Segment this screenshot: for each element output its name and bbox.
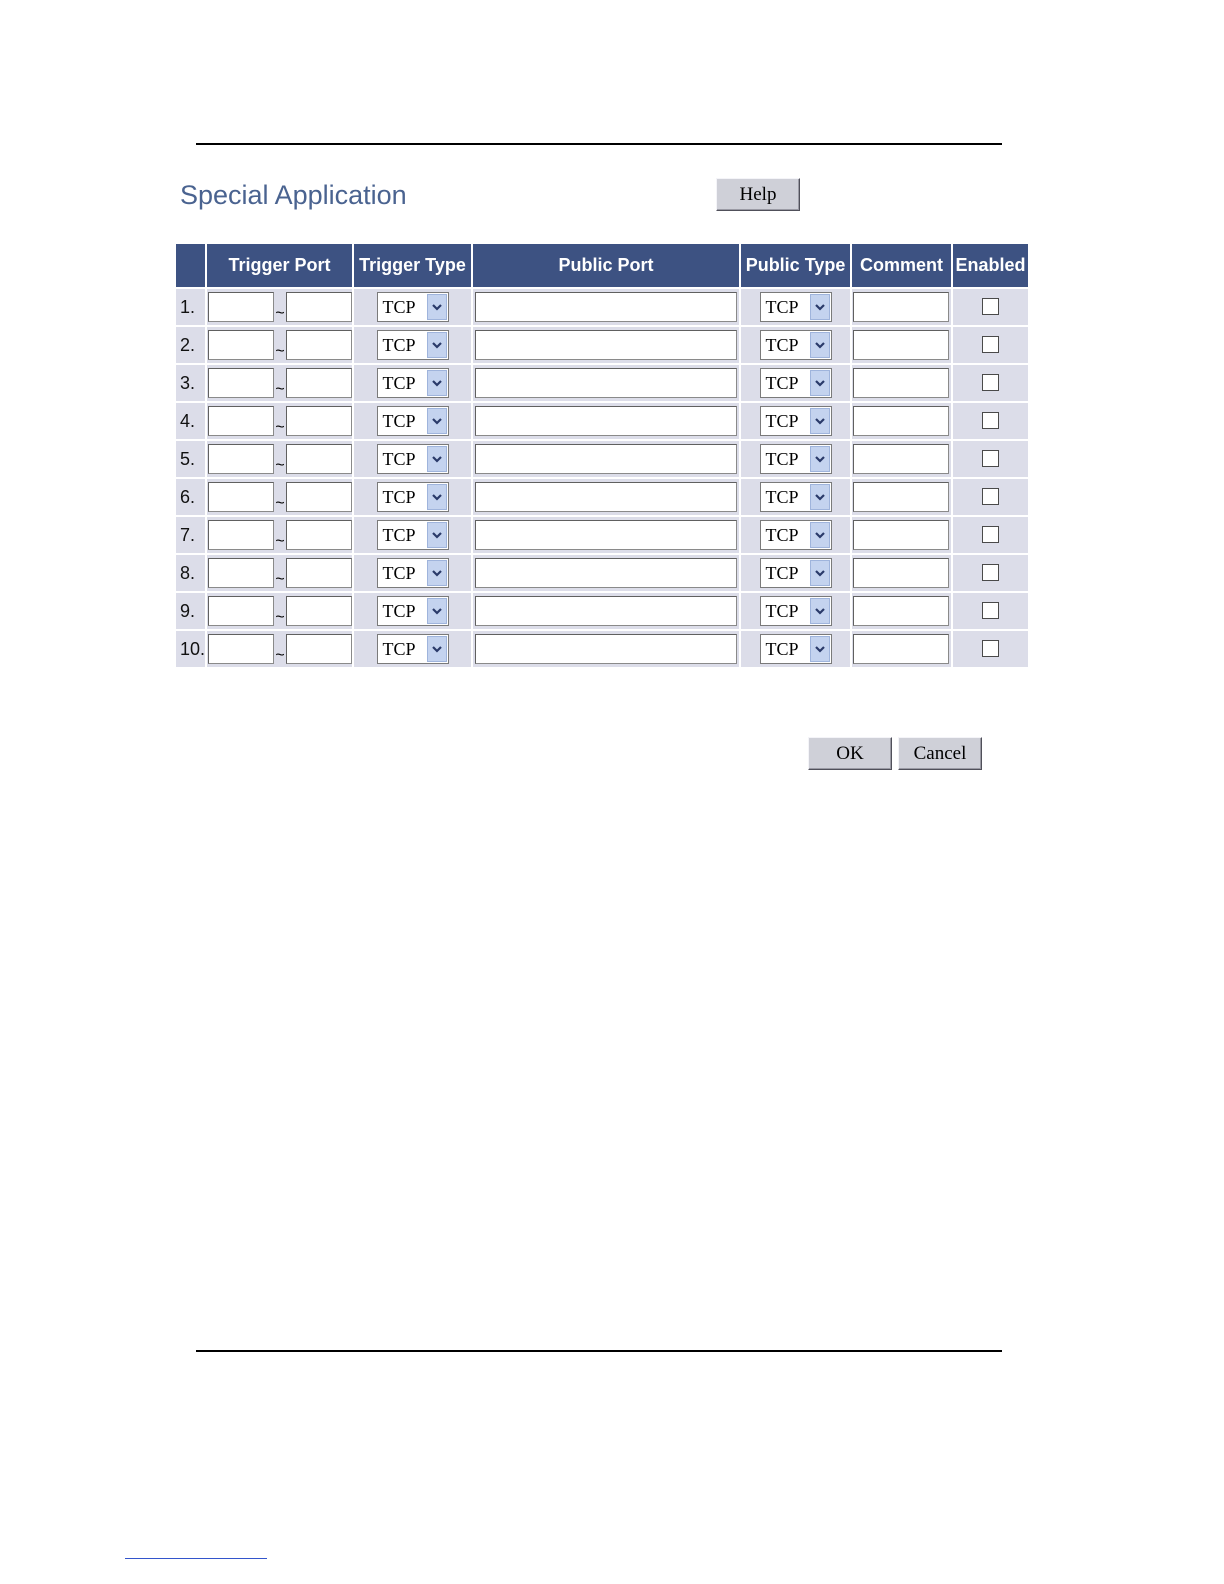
trigger-type-value: TCP bbox=[382, 296, 416, 317]
trigger-type-cell bbox=[353, 478, 472, 516]
row-number: 6. bbox=[176, 478, 206, 516]
public-port-cell bbox=[472, 402, 740, 440]
trigger-type-select[interactable] bbox=[377, 406, 449, 436]
dropdown-arrow[interactable] bbox=[427, 560, 447, 586]
trigger-port-to-input[interactable] bbox=[286, 444, 352, 474]
chevron-down-icon bbox=[431, 378, 443, 388]
trigger-port-from-input[interactable] bbox=[208, 406, 274, 436]
dropdown-arrow[interactable] bbox=[427, 332, 447, 358]
enabled-cell bbox=[952, 440, 1028, 478]
top-divider bbox=[196, 143, 1002, 145]
trigger-port-from-input[interactable] bbox=[208, 520, 274, 550]
dropdown-arrow[interactable] bbox=[810, 294, 830, 320]
chevron-down-icon bbox=[431, 644, 443, 654]
trigger-port-to-input[interactable] bbox=[286, 292, 352, 322]
enabled-cell bbox=[952, 402, 1028, 440]
range-separator: ~ bbox=[275, 381, 285, 398]
public-port-input[interactable] bbox=[475, 292, 737, 322]
table-row bbox=[176, 516, 1028, 554]
ok-button[interactable]: OK bbox=[808, 737, 892, 770]
row-number: 3. bbox=[176, 364, 206, 402]
enabled-cell bbox=[952, 554, 1028, 592]
dropdown-arrow[interactable] bbox=[810, 522, 830, 548]
table-row bbox=[176, 592, 1028, 630]
trigger-port-from-input[interactable] bbox=[208, 444, 274, 474]
public-port-cell bbox=[472, 478, 740, 516]
public-type-cell bbox=[740, 288, 851, 326]
row-number: 7. bbox=[176, 516, 206, 554]
enabled-checkbox[interactable] bbox=[982, 450, 999, 467]
public-type-value: TCP bbox=[765, 562, 799, 583]
special-application-table bbox=[176, 244, 1028, 667]
comment-cell bbox=[851, 402, 952, 440]
public-type-value: TCP bbox=[765, 524, 799, 545]
trigger-type-value: TCP bbox=[382, 562, 416, 583]
header-trigger-type: Trigger Type bbox=[353, 244, 472, 288]
row-number: 5. bbox=[176, 440, 206, 478]
trigger-port-to-input[interactable] bbox=[286, 558, 352, 588]
trigger-port-cell bbox=[206, 630, 353, 667]
bottom-divider bbox=[196, 1350, 1002, 1352]
row-number: 10. bbox=[176, 630, 206, 667]
table-row bbox=[176, 630, 1028, 667]
chevron-down-icon bbox=[814, 378, 826, 388]
enabled-checkbox[interactable] bbox=[982, 526, 999, 543]
header-public-type: Public Type bbox=[740, 244, 851, 288]
comment-cell bbox=[851, 554, 952, 592]
trigger-type-select[interactable] bbox=[377, 482, 449, 512]
enabled-cell bbox=[952, 326, 1028, 364]
trigger-port-from-input[interactable] bbox=[208, 634, 274, 664]
chevron-down-icon bbox=[431, 302, 443, 312]
public-port-input[interactable] bbox=[475, 634, 737, 664]
dropdown-arrow[interactable] bbox=[427, 294, 447, 320]
trigger-type-cell bbox=[353, 364, 472, 402]
range-separator: ~ bbox=[275, 419, 285, 436]
header-index bbox=[176, 244, 206, 288]
public-port-cell bbox=[472, 440, 740, 478]
range-separator: ~ bbox=[275, 647, 285, 664]
chevron-down-icon bbox=[431, 340, 443, 350]
enabled-cell bbox=[952, 364, 1028, 402]
trigger-type-cell bbox=[353, 554, 472, 592]
public-type-value: TCP bbox=[765, 448, 799, 469]
dropdown-arrow[interactable] bbox=[427, 598, 447, 624]
public-port-input[interactable] bbox=[475, 444, 737, 474]
footnote-divider bbox=[125, 1558, 267, 1559]
public-type-select[interactable] bbox=[760, 520, 832, 550]
chevron-down-icon bbox=[814, 340, 826, 350]
trigger-port-cell bbox=[206, 478, 353, 516]
public-type-cell bbox=[740, 402, 851, 440]
public-type-cell bbox=[740, 516, 851, 554]
enabled-checkbox[interactable] bbox=[982, 602, 999, 619]
range-separator: ~ bbox=[275, 495, 285, 512]
dropdown-arrow[interactable] bbox=[427, 370, 447, 396]
trigger-type-select[interactable] bbox=[377, 520, 449, 550]
comment-input[interactable] bbox=[853, 406, 949, 436]
trigger-type-cell bbox=[353, 402, 472, 440]
trigger-type-cell bbox=[353, 288, 472, 326]
public-type-value: TCP bbox=[765, 486, 799, 507]
row-number: 8. bbox=[176, 554, 206, 592]
trigger-port-cell bbox=[206, 402, 353, 440]
public-type-cell bbox=[740, 630, 851, 667]
dropdown-arrow[interactable] bbox=[810, 446, 830, 472]
public-type-select[interactable] bbox=[760, 292, 832, 322]
row-number: 1. bbox=[176, 288, 206, 326]
trigger-type-select[interactable] bbox=[377, 330, 449, 360]
trigger-port-from-input[interactable] bbox=[208, 292, 274, 322]
header-enabled: Enabled bbox=[952, 244, 1028, 288]
table-row bbox=[176, 478, 1028, 516]
comment-input[interactable] bbox=[853, 520, 949, 550]
trigger-port-from-input[interactable] bbox=[208, 482, 274, 512]
public-type-select[interactable] bbox=[760, 596, 832, 626]
public-type-select[interactable] bbox=[760, 558, 832, 588]
comment-cell bbox=[851, 516, 952, 554]
public-type-value: TCP bbox=[765, 372, 799, 393]
trigger-port-from-input[interactable] bbox=[208, 368, 274, 398]
enabled-cell bbox=[952, 630, 1028, 667]
public-port-input[interactable] bbox=[475, 406, 737, 436]
public-type-cell bbox=[740, 554, 851, 592]
public-type-value: TCP bbox=[765, 600, 799, 621]
public-type-value: TCP bbox=[765, 296, 799, 317]
public-port-input[interactable] bbox=[475, 596, 737, 626]
comment-input[interactable] bbox=[853, 444, 949, 474]
range-separator: ~ bbox=[275, 343, 285, 360]
row-number: 2. bbox=[176, 326, 206, 364]
trigger-type-value: TCP bbox=[382, 448, 416, 469]
trigger-port-cell bbox=[206, 554, 353, 592]
table-row bbox=[176, 288, 1028, 326]
public-type-select[interactable] bbox=[760, 406, 832, 436]
public-type-value: TCP bbox=[765, 410, 799, 431]
enabled-checkbox[interactable] bbox=[982, 374, 999, 391]
public-type-value: TCP bbox=[765, 334, 799, 355]
public-type-select[interactable] bbox=[760, 368, 832, 398]
comment-cell bbox=[851, 364, 952, 402]
enabled-checkbox[interactable] bbox=[982, 640, 999, 657]
trigger-type-cell bbox=[353, 592, 472, 630]
trigger-port-to-input[interactable] bbox=[286, 520, 352, 550]
table-row bbox=[176, 554, 1028, 592]
page-title: Special Application bbox=[180, 180, 407, 210]
comment-input[interactable] bbox=[853, 330, 949, 360]
dropdown-arrow[interactable] bbox=[810, 560, 830, 586]
chevron-down-icon bbox=[431, 454, 443, 464]
trigger-port-cell bbox=[206, 516, 353, 554]
table-row bbox=[176, 326, 1028, 364]
trigger-type-select[interactable] bbox=[377, 368, 449, 398]
public-port-cell bbox=[472, 554, 740, 592]
cancel-button[interactable]: Cancel bbox=[898, 737, 982, 770]
enabled-checkbox[interactable] bbox=[982, 488, 999, 505]
table-row bbox=[176, 402, 1028, 440]
row-number: 4. bbox=[176, 402, 206, 440]
comment-cell bbox=[851, 478, 952, 516]
trigger-port-from-input[interactable] bbox=[208, 330, 274, 360]
public-type-cell bbox=[740, 440, 851, 478]
trigger-type-value: TCP bbox=[382, 524, 416, 545]
dropdown-arrow[interactable] bbox=[427, 446, 447, 472]
dropdown-arrow[interactable] bbox=[810, 484, 830, 510]
chevron-down-icon bbox=[814, 302, 826, 312]
comment-cell bbox=[851, 440, 952, 478]
row-number: 9. bbox=[176, 592, 206, 630]
comment-input[interactable] bbox=[853, 634, 949, 664]
dropdown-arrow[interactable] bbox=[810, 370, 830, 396]
dropdown-arrow[interactable] bbox=[810, 636, 830, 662]
enabled-checkbox[interactable] bbox=[982, 412, 999, 429]
header-public-port: Public Port bbox=[472, 244, 740, 288]
trigger-type-select[interactable] bbox=[377, 444, 449, 474]
public-port-input[interactable] bbox=[475, 482, 737, 512]
comment-cell bbox=[851, 288, 952, 326]
public-type-cell bbox=[740, 478, 851, 516]
dropdown-arrow[interactable] bbox=[427, 408, 447, 434]
public-port-cell bbox=[472, 592, 740, 630]
public-port-input[interactable] bbox=[475, 368, 737, 398]
enabled-cell bbox=[952, 592, 1028, 630]
trigger-type-select[interactable] bbox=[377, 634, 449, 664]
dropdown-arrow[interactable] bbox=[810, 332, 830, 358]
table-row bbox=[176, 364, 1028, 402]
public-port-cell bbox=[472, 364, 740, 402]
trigger-type-value: TCP bbox=[382, 372, 416, 393]
comment-cell bbox=[851, 592, 952, 630]
enabled-checkbox[interactable] bbox=[982, 298, 999, 315]
trigger-type-value: TCP bbox=[382, 638, 416, 659]
comment-input[interactable] bbox=[853, 368, 949, 398]
trigger-type-cell bbox=[353, 440, 472, 478]
enabled-checkbox[interactable] bbox=[982, 336, 999, 353]
public-port-cell bbox=[472, 516, 740, 554]
enabled-cell bbox=[952, 478, 1028, 516]
range-separator: ~ bbox=[275, 609, 285, 626]
trigger-port-from-input[interactable] bbox=[208, 596, 274, 626]
trigger-port-from-input[interactable] bbox=[208, 558, 274, 588]
public-type-select[interactable] bbox=[760, 330, 832, 360]
trigger-type-value: TCP bbox=[382, 486, 416, 507]
public-port-cell bbox=[472, 326, 740, 364]
chevron-down-icon bbox=[431, 492, 443, 502]
table-header-row bbox=[176, 244, 1028, 288]
enabled-cell bbox=[952, 516, 1028, 554]
enabled-checkbox[interactable] bbox=[982, 564, 999, 581]
chevron-down-icon bbox=[814, 644, 826, 654]
dropdown-arrow[interactable] bbox=[427, 636, 447, 662]
comment-input[interactable] bbox=[853, 558, 949, 588]
trigger-port-to-input[interactable] bbox=[286, 330, 352, 360]
trigger-type-select[interactable] bbox=[377, 558, 449, 588]
public-type-value: TCP bbox=[765, 638, 799, 659]
public-port-input[interactable] bbox=[475, 558, 737, 588]
header-trigger-port: Trigger Port bbox=[206, 244, 353, 288]
chevron-down-icon bbox=[431, 606, 443, 616]
trigger-type-cell bbox=[353, 630, 472, 667]
trigger-type-cell bbox=[353, 326, 472, 364]
trigger-type-select[interactable] bbox=[377, 596, 449, 626]
trigger-port-to-input[interactable] bbox=[286, 596, 352, 626]
header-comment: Comment bbox=[851, 244, 952, 288]
trigger-port-to-input[interactable] bbox=[286, 634, 352, 664]
trigger-port-to-input[interactable] bbox=[286, 482, 352, 512]
trigger-port-to-input[interactable] bbox=[286, 368, 352, 398]
trigger-port-to-input[interactable] bbox=[286, 406, 352, 436]
comment-input[interactable] bbox=[853, 292, 949, 322]
comment-cell bbox=[851, 630, 952, 667]
range-separator: ~ bbox=[275, 305, 285, 322]
range-separator: ~ bbox=[275, 571, 285, 588]
chevron-down-icon bbox=[431, 568, 443, 578]
trigger-type-cell bbox=[353, 516, 472, 554]
chevron-down-icon bbox=[814, 416, 826, 426]
table-row bbox=[176, 440, 1028, 478]
enabled-cell bbox=[952, 288, 1028, 326]
chevron-down-icon bbox=[814, 530, 826, 540]
trigger-port-cell bbox=[206, 288, 353, 326]
public-port-input[interactable] bbox=[475, 520, 737, 550]
trigger-port-cell bbox=[206, 326, 353, 364]
public-type-select[interactable] bbox=[760, 634, 832, 664]
comment-cell bbox=[851, 326, 952, 364]
dropdown-arrow[interactable] bbox=[810, 598, 830, 624]
public-type-cell bbox=[740, 326, 851, 364]
public-type-cell bbox=[740, 364, 851, 402]
public-type-select[interactable] bbox=[760, 444, 832, 474]
public-port-input[interactable] bbox=[475, 330, 737, 360]
dropdown-arrow[interactable] bbox=[427, 484, 447, 510]
chevron-down-icon bbox=[814, 454, 826, 464]
chevron-down-icon bbox=[814, 492, 826, 502]
trigger-type-value: TCP bbox=[382, 410, 416, 431]
trigger-type-value: TCP bbox=[382, 334, 416, 355]
help-button[interactable]: Help bbox=[716, 178, 800, 211]
trigger-port-cell bbox=[206, 440, 353, 478]
public-type-cell bbox=[740, 592, 851, 630]
chevron-down-icon bbox=[431, 416, 443, 426]
trigger-type-value: TCP bbox=[382, 600, 416, 621]
comment-input[interactable] bbox=[853, 482, 949, 512]
trigger-type-select[interactable] bbox=[377, 292, 449, 322]
public-port-cell bbox=[472, 630, 740, 667]
comment-input[interactable] bbox=[853, 596, 949, 626]
range-separator: ~ bbox=[275, 533, 285, 550]
trigger-port-cell bbox=[206, 592, 353, 630]
chevron-down-icon bbox=[814, 606, 826, 616]
dropdown-arrow[interactable] bbox=[810, 408, 830, 434]
public-port-cell bbox=[472, 288, 740, 326]
dropdown-arrow[interactable] bbox=[427, 522, 447, 548]
range-separator: ~ bbox=[275, 457, 285, 474]
public-type-select[interactable] bbox=[760, 482, 832, 512]
chevron-down-icon bbox=[814, 568, 826, 578]
chevron-down-icon bbox=[431, 530, 443, 540]
trigger-port-cell bbox=[206, 364, 353, 402]
